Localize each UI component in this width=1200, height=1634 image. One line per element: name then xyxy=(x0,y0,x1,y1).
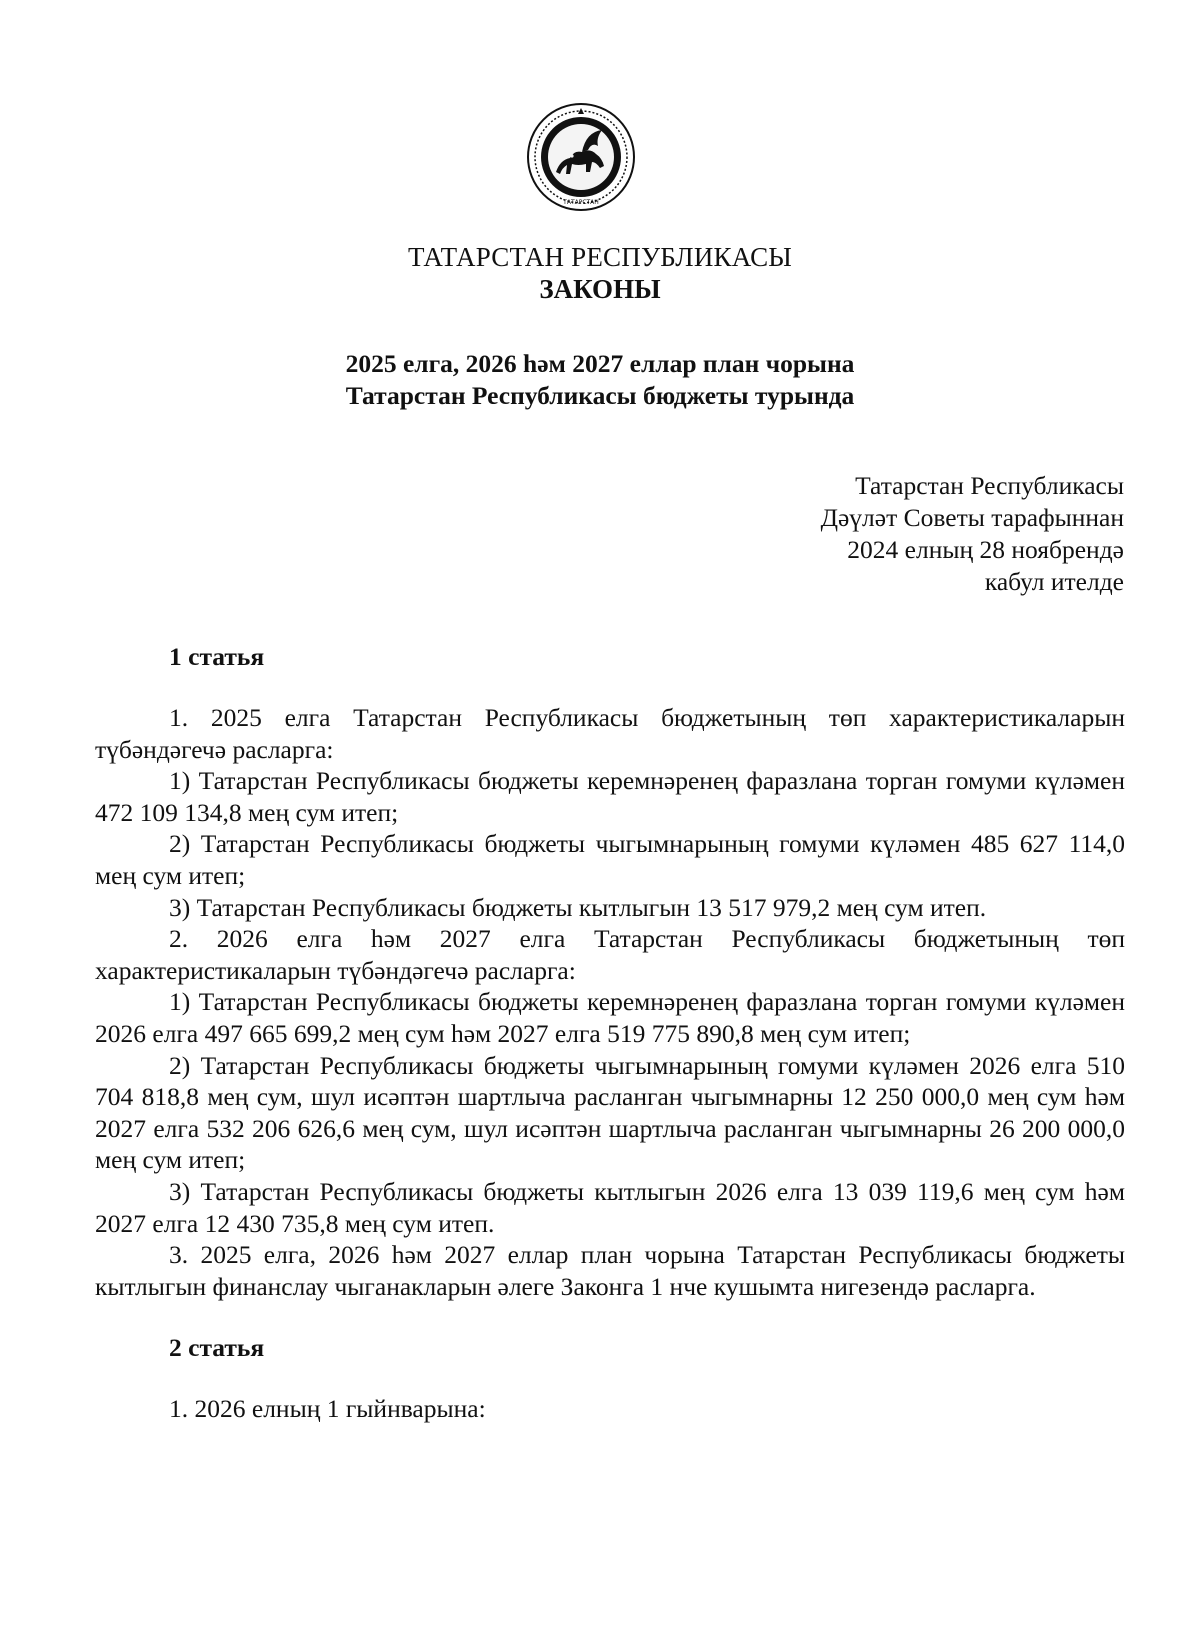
adoption-note-line: кабул ителде xyxy=(984,567,1124,596)
law-title-line-2: Татарстан Республикасы бюджеты турында xyxy=(345,381,855,410)
article-1-paragraph: 2. 2026 елга һәм 2027 елга Татарстан Республикасы бюджетының төп характеристикаларын түбәндәгечә расларга: xyxy=(95,924,1125,985)
law-title-line-1: 2025 елга, 2026 һәм 2027 еллар план чорына xyxy=(345,349,855,378)
tatarstan-coat-of-arms-icon xyxy=(526,102,636,212)
article-2-paragraph: 1. 2026 елның 1 гыйнварына: xyxy=(169,1394,486,1423)
adoption-note xyxy=(821,470,1124,598)
article-1-paragraph: 1) Татарстан Республикасы бюджеты керемнәренең фаразлана торган гомуми күләмен 472 109 134,8 мең сум итеп; xyxy=(95,766,1125,827)
article-1-paragraph: 2) Татарстан Республикасы бюджеты чыгымнарының гомуми күләмен 485 627 114,0 мең сум итеп; xyxy=(95,829,1125,890)
adoption-note-line: Татарстан Республикасы xyxy=(855,471,1124,500)
article-1-paragraph: 2) Татарстан Республикасы бюджеты чыгымнарының гомуми күләмен 2026 елга 510 704 818,8 мең сум, шул исәптән шартлыча расланган чыгымнарны 12 250 000,0 мең сум һәм 2027 елга 532 206 626,6 мең сум, шул исәптән шартлыча расланган чыгымнарны 26 200 000,0 мең сум итеп; xyxy=(95,1050,1125,1175)
article-1-paragraph: 1) Татарстан Республикасы бюджеты керемнәренең фаразлана торган гомуми күләмен 2026 елга 497 665 699,2 мең сум һәм 2027 елга 519 775 890,8 мең сум итеп; xyxy=(95,987,1125,1048)
republic-heading: ТАТАРСТАН РЕСПУБЛИКАСЫ xyxy=(407,242,793,272)
article-1-body xyxy=(95,702,1125,1302)
adoption-note-line: 2024 елның 28 ноябрендә xyxy=(847,535,1124,564)
emblem-text: ТАТАРСТАН xyxy=(563,199,599,206)
law-heading: ЗАКОНЫ xyxy=(539,274,661,304)
article-1-paragraph: 3. 2025 елга, 2026 һәм 2027 еллар план чорына Татарстан Республикасы бюджеты кытлыгын финанслау чыганакларын әлеге Законга 1 нче кушымта нигезендә расларга. xyxy=(95,1240,1125,1301)
article-1-paragraph: 1. 2025 елга Татарстан Республикасы бюджетының төп характеристикаларын түбәндәгечә расларга: xyxy=(95,703,1125,764)
article-1-heading: 1 статья xyxy=(169,642,265,671)
article-2-heading: 2 статья xyxy=(169,1333,265,1362)
article-2-body xyxy=(95,1393,1125,1425)
article-1-paragraph: 3) Татарстан Республикасы бюджеты кытлыгын 13 517 979,2 мең сум итеп. xyxy=(169,892,987,922)
adoption-note-line: Дәүләт Советы тарафыннан xyxy=(820,503,1124,532)
article-1-paragraph: 3) Татарстан Республикасы бюджеты кытлыгын 2026 елга 13 039 119,6 мең сум һәм 2027 елга 12 430 735,8 мең сум итеп. xyxy=(95,1176,1125,1238)
